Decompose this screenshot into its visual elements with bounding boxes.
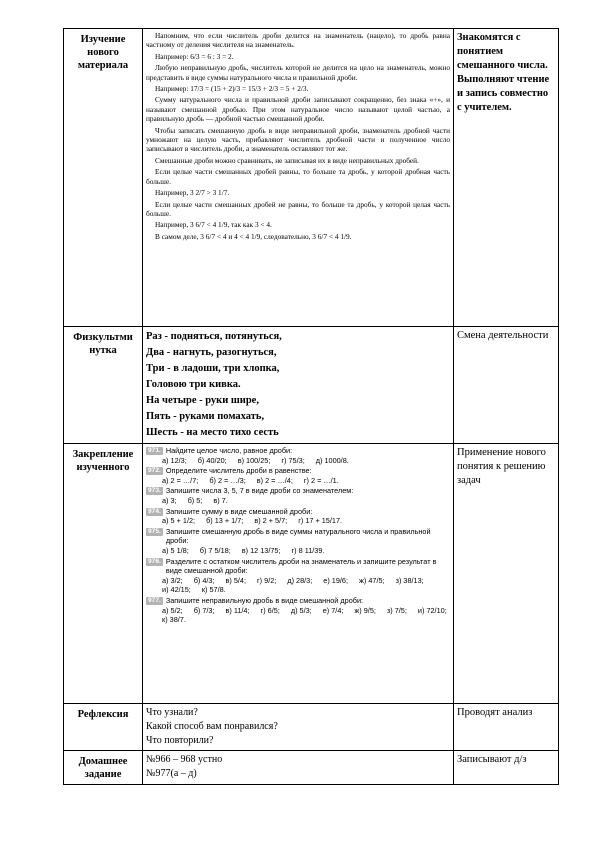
task-items [146, 546, 450, 556]
theory-example: Например, 3 2/7 > 3 1/7. [155, 188, 230, 198]
theory-paragraph: Если целые части смешанных дробей равны, то больше та дробь, у которой дробная часть больше. [146, 167, 450, 186]
task-item: в) 100/25; [237, 455, 271, 465]
task-items [146, 496, 450, 506]
task-items [146, 606, 450, 625]
theory-example: Например, 3 6/7 < 4 1/9, так как 3 < 4. [155, 220, 272, 230]
task-items [146, 576, 450, 595]
task-item: д) 28/3; [287, 575, 313, 585]
task-item: б) 40/20; [197, 455, 227, 465]
exercise-task [146, 596, 450, 625]
task-item: г) 8 11/39. [291, 545, 325, 555]
task-items [146, 516, 450, 526]
poem-line: Шесть - на место тихо сесть [146, 427, 279, 438]
activity-note: Записывают д/з [454, 751, 559, 785]
task-header [146, 486, 450, 496]
task-text: Запишите сумму в виде смешанной дроби: [165, 506, 313, 516]
exercise-task [146, 466, 450, 485]
exercise-task [146, 557, 450, 595]
task-text: Определите числитель дроби в равенстве: [165, 466, 312, 476]
activity-note: Применение нового понятия к решению задач [454, 444, 559, 704]
task-number-badge: 972. [148, 467, 161, 475]
table-row [64, 751, 559, 785]
task-header [146, 507, 450, 517]
activity-note: Смена деятельности [454, 327, 559, 444]
task-number-badge: 976. [148, 557, 161, 565]
task-header [146, 557, 450, 576]
theory-paragraph: Сумму натурального числа и правильной дроби записывают сокращенно, без знака «+», и называют смешанной дробью. При этом натуральное число называют целой частью, а правильную дробь — дробной частью смешанной дроби. [146, 95, 450, 124]
task-item: к) 38/7. [162, 615, 186, 625]
theory-paragraph: Чтобы записать смешанную дробь в виде неправильной дроби, знаменатель дробной части умножают на целую часть, прибавляют числитель дробной части и полученное число записывают в числитель дроби, а знаменатель оставляют тот же. [146, 125, 450, 154]
task-item: г) 17 + 15/17. [298, 516, 343, 526]
task-item: а) 12/3; [162, 455, 187, 465]
stage-label: Рефлексия [64, 704, 143, 751]
task-header [146, 596, 450, 606]
task-item: ж) 9/5; [354, 605, 376, 615]
task-item: в) 12 13/75; [241, 545, 281, 555]
exercise-task [146, 507, 450, 526]
theory-paragraph: Любую неправильную дробь, числитель которой не делится на цело на знаменатель, можно представить в виде суммы натурального числа и правильной дроби. [146, 63, 450, 82]
lesson-plan-table [63, 28, 559, 785]
task-number-badge: 974. [148, 507, 161, 515]
task-item: г) 9/2; [257, 575, 277, 585]
task-item: в) 2 = …/4; [256, 475, 293, 485]
poem-line: На четыре - руки шире, [146, 395, 259, 406]
task-items [146, 476, 450, 486]
task-item: з) 38/13; [395, 575, 424, 585]
task-item: а) 5 + 1/2; [162, 516, 196, 526]
theory-text [143, 29, 454, 327]
task-item: а) 5 1/8; [162, 545, 189, 555]
theory-paragraph: Если целые части смешанных дробей не равны, то больше та дробь, у которой целая часть больше. [146, 199, 450, 218]
activity-note: Знакомятся с понятием смешанного числа. Выполняют чтение и запись совместно с учителем. [454, 29, 559, 327]
task-item: б) 4/3; [193, 575, 215, 585]
exercise-poem [143, 327, 454, 444]
task-item: к) 57/8. [201, 585, 226, 595]
task-item: в) 5/4; [225, 575, 247, 585]
stage-label: Изучение нового материала [64, 29, 143, 327]
task-item: а) 3; [162, 495, 177, 505]
question-line: Что узнали? [146, 707, 198, 718]
task-item: д) 5/3; [290, 605, 312, 615]
question-line: Какой способ вам понравился? [146, 721, 278, 732]
task-text: Найдите целое число, равное дроби: [165, 446, 293, 455]
task-item: б) 5; [187, 495, 203, 505]
poem-line: Головою три кивка. [146, 379, 241, 390]
stage-label: Закрепление изученного [64, 444, 143, 704]
theory-paragraph: Смешанные дроби можно сравнивать, не записывая их в виде неправильных дробей. [155, 155, 419, 165]
table-row [64, 444, 559, 704]
stage-label: Физкультми нутка [64, 327, 143, 444]
table-row [64, 327, 559, 444]
task-list [143, 444, 454, 704]
homework-line: №977(а – д) [146, 768, 197, 779]
task-item: а) 3/2; [162, 575, 183, 585]
task-item: а) 5/2; [162, 605, 183, 615]
theory-paragraph: Напомним, что если числитель дроби делится на знаменатель (нацело), то дробь равна частному от деления числителя на знаменатель. [146, 31, 450, 50]
table-row [64, 704, 559, 751]
task-header [146, 446, 450, 456]
task-item: ж) 47/5; [359, 575, 385, 585]
poem-line: Три - в ладоши, три хлопка, [146, 363, 280, 374]
task-text: Запишите числа 3, 5, 7 в виде дроби со знаменателем: [165, 486, 354, 496]
task-item: в) 7. [213, 495, 228, 505]
reflection-questions [143, 704, 454, 751]
table-row [64, 29, 559, 327]
poem-line: Два - нагнуть, разогнуться, [146, 347, 277, 358]
task-item: г) 2 = …/1. [303, 475, 339, 485]
task-item: е) 19/6; [323, 575, 349, 585]
task-item: а) 2 = …/7; [162, 475, 199, 485]
task-header [146, 466, 450, 476]
task-item: в) 11/4; [225, 605, 250, 615]
task-item: и) 72/10; [417, 605, 447, 615]
task-item: з) 7/5; [386, 605, 407, 615]
task-number-badge: 975. [148, 527, 161, 535]
task-text: Разделите с остатком числитель дроби на знаменатель и запишите результат в виде смешанной дроби: [165, 556, 437, 576]
task-item: б) 7 5/18; [199, 545, 231, 555]
task-text: Запишите смешанную дробь в виде суммы натурального числа и правильной дроби: [165, 526, 431, 546]
exercise-task [146, 486, 450, 505]
task-item: и) 42/15; [162, 585, 191, 595]
task-items [146, 456, 450, 466]
task-item: в) 2 + 5/7; [254, 516, 288, 526]
task-item: е) 7/4; [322, 605, 344, 615]
question-line: Что повторили? [146, 735, 214, 746]
theory-example: В самом деле, 3 6/7 < 4 и 4 < 4 1/9, следовательно, 3 6/7 < 4 1/9. [155, 231, 352, 241]
poem-line: Раз - подняться, потянуться, [146, 331, 282, 342]
stage-label: Домашнее задание [64, 751, 143, 785]
task-number-badge: 973. [148, 487, 161, 495]
task-item: б) 7/3; [193, 605, 215, 615]
poem-line: Пять - руками помахать, [146, 411, 265, 422]
theory-example: Например: 6/3 = 6 : 3 = 2. [155, 51, 234, 61]
exercise-task [146, 446, 450, 465]
task-item: б) 2 = …/3; [209, 475, 246, 485]
activity-note: Проводят анализ [454, 704, 559, 751]
task-header [146, 527, 450, 546]
task-item: б) 13 + 1/7; [206, 516, 244, 526]
exercise-task [146, 527, 450, 556]
task-item: д) 1000/8. [315, 455, 349, 465]
theory-example: Например: 17/3 = (15 + 2)/3 = 15/3 + 2/3 = 5 + 2/3. [155, 84, 309, 94]
homework-text [143, 751, 454, 785]
task-item: г) 6/5; [260, 605, 280, 615]
task-text: Запишите неправильную дробь в виде смешанной дроби: [165, 595, 364, 605]
task-number-badge: 971. [148, 447, 161, 454]
task-item: г) 75/3; [281, 455, 305, 465]
task-number-badge: 977. [148, 596, 161, 604]
homework-line: №966 – 968 устно [146, 754, 223, 765]
